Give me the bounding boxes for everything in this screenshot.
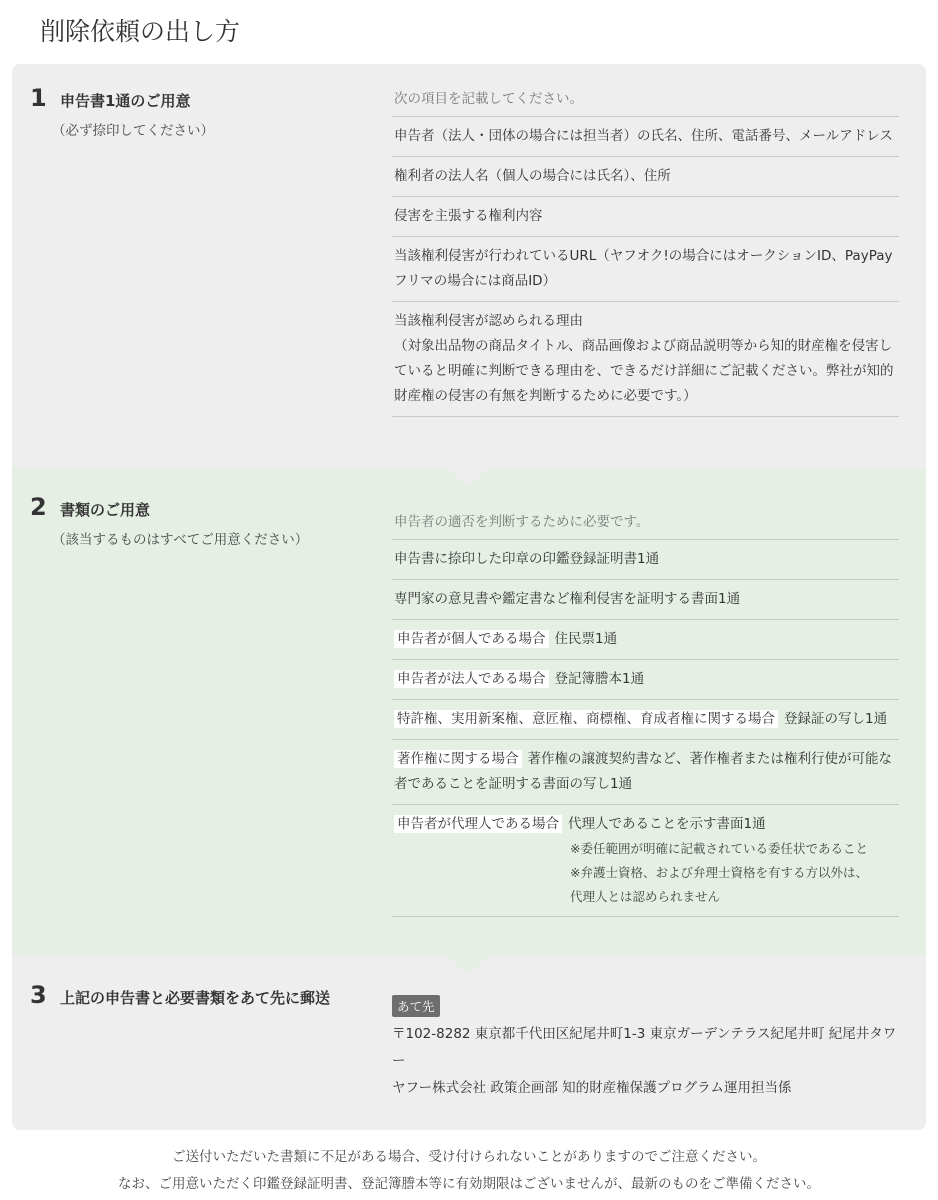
step-2-list <box>392 511 899 917</box>
step-2-title: 書類のご用意 <box>60 501 151 519</box>
condition-label: 申告者が法人である場合 <box>394 670 549 688</box>
step-1-title: 申告書1通のご用意 <box>60 92 191 110</box>
list-item <box>392 619 899 659</box>
item-text: 住民票1通 <box>554 631 618 647</box>
note-line: ※弁護士資格、および弁理士資格を有する方以外は、 <box>570 865 868 880</box>
step-3-address-block <box>392 995 899 1102</box>
item-text: 著作権の譲渡契約書など、著作権者または権利行使が可能な者であることを証明する書面の写し1通 <box>394 751 892 792</box>
list-item: 専門家の意見書や鑑定書など権利侵害を証明する書面1通 <box>392 579 899 619</box>
item-text: 代理人であることを示す書面1通 <box>568 816 766 832</box>
condition-label: 著作権に関する場合 <box>394 750 522 768</box>
list-item <box>392 739 899 804</box>
step-1-section <box>12 64 926 467</box>
step-1-subtitle: （必ず捺印してください） <box>52 123 214 139</box>
step-1-list <box>392 88 899 417</box>
step-3-title: 上記の申告書と必要書類をあて先に郵送 <box>60 989 331 1007</box>
note-line: 代理人とは認められません <box>570 889 721 904</box>
step-1-header <box>30 84 190 112</box>
address-badge: あて先 <box>392 995 440 1017</box>
list-item: 権利者の法人名（個人の場合には氏名）、住所 <box>392 156 899 196</box>
list-item <box>392 804 899 917</box>
step-3-header <box>30 981 330 1009</box>
postal-address: 〒102-8282 東京都千代田区紀尾井町1-3 東京ガーデンテラス紀尾井町 紀尾井タワー <box>392 1026 897 1069</box>
list-item: 当該権利侵害が行われているURL（ヤフオク!の場合にはオークションID、PayPayフリマの場合には商品ID） <box>392 236 899 301</box>
step-2-subtitle: （該当するものはすべてご用意ください） <box>52 532 309 548</box>
footer-line: ご送付いただいた書類に不足がある場合、受け付けられないことがありますのでご注意ください。 <box>172 1149 766 1165</box>
page-title: 削除依頼の出し方 <box>40 17 241 46</box>
list-item <box>392 699 899 739</box>
step-2-header <box>30 493 150 521</box>
condition-label: 申告者が個人である場合 <box>394 630 549 648</box>
list-item: 申告書に捺印した印章の印鑑登録証明書1通 <box>392 539 899 579</box>
note-line: ※委任範囲が明確に記載されている委任状であること <box>570 841 868 856</box>
footer-line: なお、ご用意いただく印鑑登録証明書、登記簿謄本等に有効期限はございませんが、最新のものをご準備ください。 <box>118 1176 820 1192</box>
condition-label: 申告者が代理人である場合 <box>394 815 562 833</box>
step-divider-arrow <box>446 467 490 487</box>
step-1-lead: 次の項目を記載してください。 <box>394 91 583 107</box>
recipient-name: ヤフー株式会社 政策企画部 知的財産権保護プログラム運用担当係 <box>392 1080 792 1096</box>
step-2-number: 2 <box>30 493 47 521</box>
list-item <box>392 659 899 699</box>
list-item: 侵害を主張する権利内容 <box>392 196 899 236</box>
step-2-section <box>12 467 926 955</box>
step-2-lead: 申告者の適否を判断するために必要です。 <box>394 514 650 530</box>
footer-notice <box>0 1144 938 1198</box>
list-item: 申告者（法人・団体の場合には担当者）の氏名、住所、電話番号、メールアドレス <box>392 116 899 156</box>
condition-label: 特許権、実用新案権、意匠権、商標権、育成者権に関する場合 <box>394 710 778 728</box>
step-divider-arrow <box>446 955 490 975</box>
list-item: 当該権利侵害が認められる理由 （対象出品物の商品タイトル、商品画像および商品説明等から知的財産権を侵害していると明確に判断できる理由を、できるだけ詳細にご記載ください。弊社が知的財産権の侵害の有無を判断するために必要です。） <box>392 301 899 417</box>
step-3-section <box>12 955 926 1130</box>
step-3-number: 3 <box>30 981 47 1009</box>
item-text: 登録証の写し1通 <box>784 711 888 727</box>
removal-steps-panel <box>12 64 926 1130</box>
step-1-number: 1 <box>30 84 47 112</box>
item-text: 登記簿謄本1通 <box>554 671 645 687</box>
